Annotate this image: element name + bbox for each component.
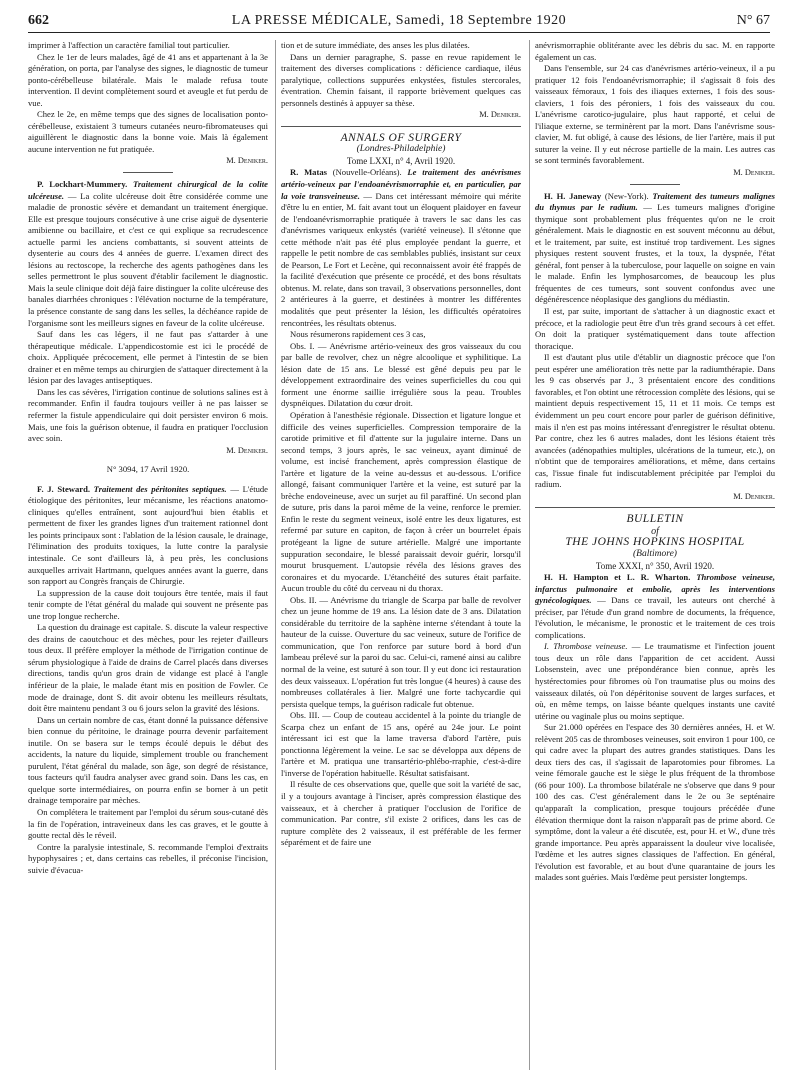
signature: M. Deniker. <box>479 110 521 120</box>
article-steward <box>28 484 268 588</box>
paragraph: Obs. II. — Anévrisme du triangle de Scarpa par balle de revolver chez un jeune homme de 19 ans. La lésion date de 3 ans. Dilatation considérable du territoire de la saphène interne s'étendant à toute la hauteur de la cuisse. Ouverture du sac veineux, suture de l'orifice de communication, que l'on renforce par suture bord à bord d'un lambeau prélevé sur la paroi du sac. Celui-ci, ramené ainsi au calibre normal de la veine, est suturé à son tour. Il y eut donc ici restauration des deux vaisseaux. L'opération fut très longue (4 heures) à cause des nombreuses collatérales à lier. Malgré une forte tachycardie qui persista quelque temps, la guérison radicale fut obtenue. <box>281 594 521 709</box>
paragraph: Contre la paralysie intestinale, S. recommande l'emploi d'extraits hypophysaires ; et, dans certains cas rebelles, il préconise l'incision, suivie d'évacua- <box>28 841 268 875</box>
paragraph: tion et de suture immédiate, des anses les plus dilatées. <box>281 40 470 50</box>
paragraph: Opération à l'anesthésie régionale. Dissection et ligature longue et difficile des veines superficielles. Compression temporaire de la carotide primitive et fil d'attente sur la jugulaire interne. Dans un second temps, 3 jours après, le sac veineux, ayant diminué de volume, est incisé franchement, après compression élastique de l'artère et ligature de la veine au-dessus et au-dessous. L'orifice allongé, faisant communiquer l'artère et la veine, est suturé par la brèche endoveineuse, avec un surjet au fil paraffiné. Un second plan de suture, pris dans la paroi même de la veine, renforce le premier. Enfin le reste du segment veineux, isolé entre les deux ligatures, est refermé par suture en capiton, de façon à créer un bourrelet épais protégeant la ligne de suture artérielle. Malgré une importante suppuration secondaire, le blessé paraissait devoir guérir, lorsqu'il mourut brusquement. L'autopsie révéla des lésions graves des coronaires et du myocarde. L'étanchéité des sutures était parfaite. Aucun trouble du côté du cerveau ni du thorax. <box>281 409 521 594</box>
article-place: (Nouvelle-Orléans). <box>332 167 402 178</box>
paragraph: La suppression de la cause doit toujours être tentée, mais il faut tenir compte de l'état général du malade qui souvent ne présente pas une trop longue recherche. <box>28 587 268 621</box>
paragraph: Chez le 2e, en même temps que des signes de localisation ponto-cérébelleuse, existaient 3 tumeurs cutanées neuro-fibromateuses qui aiguillèrent le diagnostic dans la bonne voie. Mais là également aucune intervention ne fut pratiquée. <box>28 109 268 154</box>
journal-title: BULLETIN <box>626 513 684 526</box>
paragraph: imprimer à l'affection un caractère familial tout particulier. <box>28 40 230 50</box>
journal-name: THE JOHNS HOPKINS HOSPITAL <box>565 536 745 549</box>
page-title: LA PRESSE MÉDICALE, Samedi, 18 Septembre 1920 <box>231 13 567 28</box>
article-title: Le traitement des anévrismes artério-veineux par l'endoanévrismorraphie et, en particulier, par la voie transveineuse. <box>281 167 521 201</box>
article-title: Traitement des tumeurs malignes du thymus par le radium. <box>535 190 775 213</box>
article-title: Traitement chirurgical de la colite ulcéreuse. <box>28 179 268 201</box>
paragraph: Dans l'ensemble, sur 24 cas d'anévrismes artério-veineux, il a pu pratiquer 12 fois l'endoanévrismorraphie; il s'agissait 8 fois des vaisseaux fémoraux, 1 fois des iliaques externes, 1 fois des sous-claviers, 1 fois des péroniers, 1 fois des vaisseaux du cou. L'anévrisme carotico-jugulaire, plus haut rapporté, et celui de l'iliaque externe, se terminèrent par la mort. Dans l'anévrisme sous-clavier, M. fut obligé, à cause des lésions, de lier l'artère, mais il put suturer la veine. Il y eut nécrose partielle de la main. Les autres cas se sont terminés favorablement. <box>535 63 775 166</box>
column-3 <box>535 40 775 1074</box>
separator <box>630 184 680 185</box>
tome-line: Tome XXXI, n° 350, Avril 1920. <box>595 560 715 571</box>
tome-line: Tome LXXI, n° 4, Avril 1920. <box>346 155 456 166</box>
paragraph: Il résulte de ces observations que, quelle que soit la variété de sac, il y a toujours avantage à l'inciser, après compression élastique des vaisseaux, et à chercher à pratiquer l'occlusion de l'orifice de communication. Par contre, s'il existe 2 orifices, dans les cas de rupture complète des 2 vaisseaux, il est préférable de les fermer séparément et de faire une <box>281 779 521 848</box>
article-body: — Dans cet intéressant mémoire qui mérite d'être lu en entier, M. fait avant tout un éloquent plaidoyer en faveur de l'endoanévrismorraphie pratiquée à travers le sac dans les cas d'anévrismes variqueux enkystés (variété veineuse). Il s'étonne que cette méthode n'ait pas été plus employée pendant la guerre, et rappelle le petit nombre de cas semblables publiés, insistant sur ceux de Pearson, Le Fort et Lecène, qui reconnaissent avoir été frappés de la facilité d'exécution que présente ce procédé, et des bons résultats obtenus. M. relate, dans son travail, 3 observations personnelles, dont 2 antérieures à la guerre, et destinées à montrer les différentes modalités que peut présenter la lésion, les difficultés opératoires rencontrées, les résultats obtenus. <box>281 190 521 328</box>
article-author: P. Lockhart-Mummery. <box>37 179 128 190</box>
column-rule-left <box>275 40 276 1070</box>
article-title: Thrombose veineuse, infarctus pulmonaire et embolie, après les interventions gynécologiques. <box>535 572 775 606</box>
separator <box>123 172 173 173</box>
paragraph: Chez le 1er de leurs malades, âgé de 41 ans et appartenant à la 3e génération, on porta, par l'analyse des signes, le diagnostic de tumeur ponto-cérébelleuse bilatérale. Mais le malade refusa toute intervention. Il devint complètement sourd et aveugle et fut perdu de vue. <box>28 51 268 108</box>
column-2 <box>281 40 521 1074</box>
paragraph: Il est, par suite, important de s'attacher à un diagnostic exact et précoce, et la radiologie peut être d'un très grand secours à cet effet. On doit la pratiquer systématiquement dans toute affection thoracique. <box>535 306 775 351</box>
article-title: Traitement des péritonites septiques. <box>93 483 227 494</box>
journal-title: ANNALS OF SURGERY <box>340 131 462 144</box>
separator <box>281 126 521 127</box>
article-body: — La colite ulcéreuse doit être considérée comme une maladie de pronostic sévère et demandant un traitement énergique. Elle est presque toujours consécutive à une crise aiguë de dysenterie amibienne ou bacillaire, et c'est ce qui explique sa recrudescence actuelle parmi les anciens combattants, si souvent atteints de dysenterie au cours des 4 années de guerre. L'examen direct des lésions au rectoscope, la recherche des agents pathogènes dans les selles permettront le plus souvent d'établir facilement le diagnostic. Mais la seule clinique doit déjà faire distinguer la colite ulcéreuse des banales diarrhées chroniques : l'élévation nocturne de la température, la présence constante de sang dans les selles, la déchéance rapide de l'organisme sont les meilleurs signes en faveur de la colite ulcéreuse. <box>28 190 268 328</box>
paragraph: Dans un certain nombre de cas, étant donné la puissance défensive bien connue du péritoine, le drainage pourra devenir parfaitement inutile. On se basera sur le temps écoulé depuis le début des accidents, la nature du liquide, simplement trouble ou franchement purulent, l'état général du malade, son âge, son degré de résistance, tous facteurs qu'il faudra analyser avec grand soin. Dans les cas, en quelque sorte intermédiaires, on pourra enfin se borner à un petit drainage temporaire par mèches. <box>28 714 268 806</box>
signature: M. Deniker. <box>226 445 268 455</box>
signature: M. Deniker. <box>733 491 775 501</box>
article-matas <box>281 167 521 329</box>
column-1 <box>28 40 268 1074</box>
paragraph: anévrismorraphie oblitérante avec les débris du sac. M. en rapporte également un cas. <box>535 40 775 62</box>
paragraph: Dans les cas sévères, l'irrigation continue de solutions salines est à recommander. Enfin il faudra toujours veiller à ne pas laisser se refermer la fistule appendiculaire qui doit persister environ 6 mois. Mais, une fois la guérison obtenue, il faudra en pratiquer l'occlusion avec soin. <box>28 386 268 444</box>
issue-line: N° 3094, 17 Avril 1920. <box>106 464 190 475</box>
article-body: — Dans ce travail, les auteurs ont cherché à préciser, par l'étude d'un grand nombre de documents, la fréquence, l'évolution, le mécanisme, le pronostic et le traitement de ces trois complications. <box>535 595 775 640</box>
section-lead: I. Thrombose veineuse. <box>544 641 628 652</box>
journal-subtitle: (Baltimore) <box>633 548 677 559</box>
article-author: F. J. Steward. <box>37 483 91 494</box>
issue-number: N° 67 <box>736 13 770 28</box>
journal-subtitle: (Londres-Philadelphie) <box>356 144 446 155</box>
article-body: — Les tumeurs malignes d'origine thymique sont probablement plus fréquentes qu'on ne le croit généralement. Mais le diagnostic en est souvent méconnu au début, et le traitement, par suite, est institué trop tardivement. Les signes physiques restent souvent frustes, et la toux, la dyspnée, l'état général, font penser à la tuberculose, pour laquelle on soigne en vain le malade. Enfin les lymphosarcomes, de beaucoup les plus fréquentes de ces tumeurs, sont souvent confondus avec une dégénérescence néoplasique des ganglions du médiastin. <box>535 202 775 305</box>
paragraph <box>535 641 775 722</box>
signature: M. Deniker. <box>226 156 268 166</box>
article-body: — L'étude étiologique des péritonites, leur mécanisme, les réactions anatomo-cliniques qu'elles entraînent, sont aujourd'hui bien établis et permettent de fixer les grandes lignes d'un traitement rationnel dont les points principaux sont : l'ablation de la lésion causale, le drainage, l'élimination des produits toxiques, la lutte contre la paralysie intestinale. Ce sont d'ailleurs là, à peu près, les conclusions auxquelles arrivait Hartmann, quelques années avant la guerre, dans son rapport au Congrès français de Chirurgie. <box>28 483 268 587</box>
paragraph: Dans un dernier paragraphe, S. passe en revue rapidement le traitement des diverses complications : déficience cardiaque, iléus paralytique, collections suppurées enkystées, fistules stercorales, éventration. Chemin faisant, il rapporte brièvement quelques cas personnels destinés à appuyer sa thèse. <box>281 51 521 108</box>
column-rule-right <box>529 40 530 1070</box>
signature: M. Deniker. <box>733 168 775 178</box>
article-author: H. H. Hampton et L. R. Wharton. <box>544 572 691 583</box>
paragraph: On complétera le traitement par l'emploi du sérum sous-cutané dès la fin de l'opération, intraveineux dans les cas graves, et le goutte à goutte rectal dès le réveil. <box>28 807 268 841</box>
paragraph: Sauf dans les cas légers, il ne faut pas s'attarder à une thérapeutique médicale. L'appendicostomie est ici le procédé de choix. Appliquée précocement, elle permet à l'intestin de se bien drainer et en même temps au chirurgien de s'attaquer directement à la lésion par des lavages antiseptiques. <box>28 329 268 386</box>
paragraph: Obs. I. — Anévrisme artério-veineux des gros vaisseaux du cou par balle de revolver, chez un nègre alcoolique et syphilitique. La lésion date de 15 ans. Le blessé est gêné depuis peu par le développement extraordinaire des veines superficielles du cou qui forment une énorme saillie irrégulière sous la peau. Troubles dyspnéiques. Dilatation du cœur droit. <box>281 340 521 409</box>
paragraph: La question du drainage est capitale. S. discute la valeur respective des drains de caoutchouc et des mèches, pour les rejeter d'ailleurs tous deux. Il préfère employer la méthode de l'irrigation continue de sérum physiologique à l'aide de drains de Carrel placés dans diverses directions, tandis qu'un gros drain de vidange est placé à l'angle inférieur de la plaie, le malade étant mis en position de Fowler. Ce mode de drainage, dont S. dit avoir obtenu les meilleurs résultats, doit être maintenu pendant 3 ou 6 jours selon la gravité des lésions. <box>28 622 268 714</box>
article-place: (New-York). <box>604 190 649 201</box>
paragraph: Il est d'autant plus utile d'établir un diagnostic précoce que l'on peut espérer une amélioration très nette par la radiumthérapie. Dans les 9 cas observés par J., 3 présentaient encore des conditions favorables, et l'on obtint une rétrocession complète des lésions, qui se maintient depuis respectivement 15, 11 et 11 mois. Ce temps est évidemment un peu court encore pour parler de guérison définitive, mais il n'en est pas moins intéressant d'enregistrer le résultat obtenu. Par contre, chez les 6 autres malades, dont les lésions étaient très avancées (adénopathies multiples, ulcérations de la tumeur, etc.), on n'obtint que de temporaires améliorations, et même, dans certains cas, l'issue finale fut indiscutablement précipitée par l'emploi du radium. <box>535 352 775 490</box>
section-body: — Le traumatisme et l'infection jouent tous deux un rôle dans l'apparition de cet accident. Aussi Lobsenstein, avec une prépondérance bien connue, après les hystérectomies pour fibromes où l'on traumatise plus ou moins des vaisseaux dilatés, où l'on dépéritonise souvent de larges surfaces, et où, en même temps, on laisse béante quelques instants une cavité utérine ou vaginale plus ou moins septique. <box>535 641 775 721</box>
article-author: R. Matas <box>290 167 327 178</box>
journal-of: of <box>651 525 659 537</box>
article-lockhart <box>28 179 268 329</box>
page-header <box>28 10 770 33</box>
article-author: H. H. Janeway <box>544 190 602 201</box>
paragraph: Sur 21.000 opérées en l'espace des 30 dernières années, H. et W. relèvent 205 cas de thromboses veineuses, soit environ 1 pour 100, ce qui cadre avec la plupart des autres grandes statistiques. Dans les deux tiers des cas, il s'agissait de laparotomies pour fibromes. La veine fémorale gauche est le siège le plus fréquent de la thrombose (66 pour 100). La thrombose bilatérale ne s'observe que dans 9 pour 100 des cas. C'est généralement dans le 2e ou 3e septénaire qu'apparaît la complication, presque toujours précédée d'une élévation thermique dont la raison n'apparaît pas de prime abord. Ce symptôme, dont la valeur a été discutée, est, pour H. et W., d'une très grande importance. Peu après apparaissent la douleur vive localisée, l'œdème et les autres signes classiques de l'affection. En général, l'évolution est favorable, et au bout d'une quarantaine de jours les malades sont guéries. Mais l'œdème peut persister longtemps. <box>535 722 775 883</box>
page-number: 662 <box>28 13 49 28</box>
paragraph: Nous résumerons rapidement ces 3 cas, <box>290 329 426 340</box>
article-janeway <box>535 191 775 306</box>
paragraph: Obs. III. — Coup de couteau accidentel à la pointe du triangle de Scarpa chez un enfant de 15 ans, opéré au 24e jour. Le point intéressant ici est que la lame traversa d'abord l'artère, puis ponctionna légèrement la veine. Le sac se développa aux dépens de l'artère et M. pratiqua une transartério-phlébo-rraphie, c'est-à-dire l'inverse de l'opération habituelle. Résultat satisfaisant. <box>281 710 521 778</box>
article-hampton <box>535 572 775 641</box>
separator <box>535 507 775 508</box>
